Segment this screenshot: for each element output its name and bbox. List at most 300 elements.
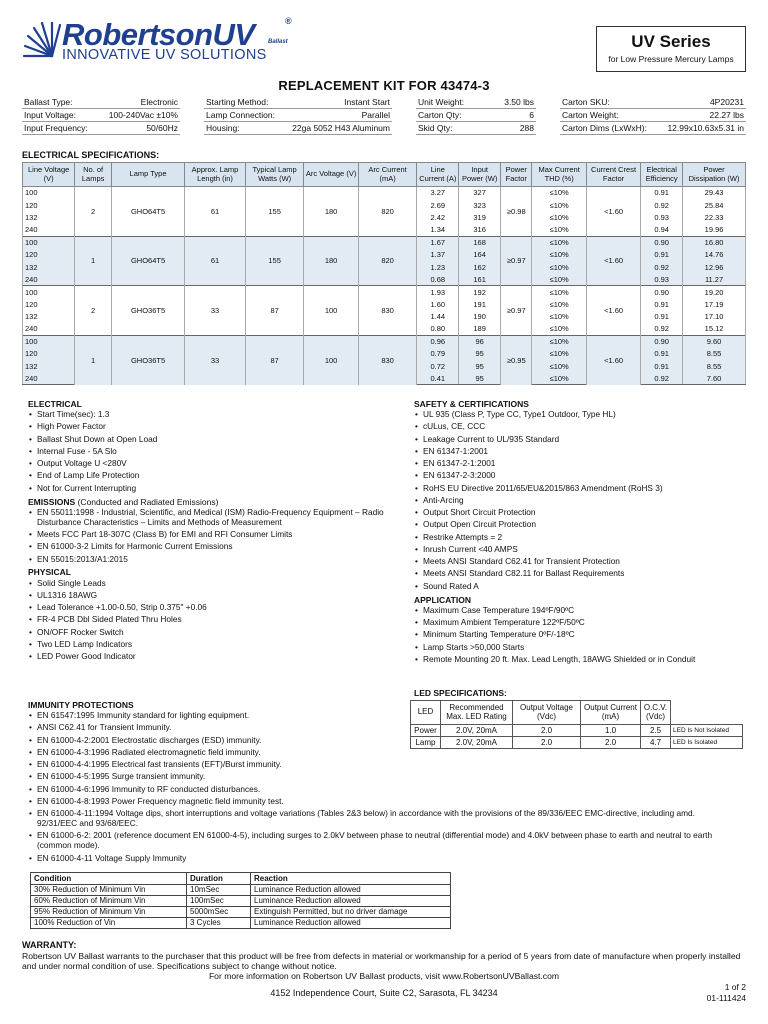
info-label: Starting Method: (206, 96, 269, 107)
warranty-heading: WARRANTY: (22, 940, 77, 950)
dissipation-cell: 12.96 (683, 261, 746, 273)
efficiency-cell: 0.91 (641, 187, 683, 199)
lamp-watts-cell: 87 (245, 335, 304, 385)
table-cell: 2.0 (581, 737, 641, 749)
info-value: 3.50 lbs (504, 96, 534, 107)
dissipation-cell: 17.10 (683, 310, 746, 322)
list-item: • EN 61000-3-2 Limits for Harmonic Current Emissions (28, 542, 398, 552)
electrical-spec-heading: ELECTRICAL SPECIFICATIONS: (22, 150, 160, 160)
series-box (596, 26, 746, 72)
info-label: Carton SKU: (562, 96, 610, 107)
table-row (411, 725, 743, 737)
list-item: • Ballast Shut Down at Open Load (28, 435, 398, 445)
column-header: Condition (31, 873, 187, 885)
input-power-cell: 316 (459, 224, 501, 236)
table-cell: 10mSec (187, 885, 251, 896)
info-row (22, 96, 180, 109)
list-item: • UL1316 18AWG (28, 591, 398, 601)
crest-factor-cell: <1.60 (586, 236, 640, 286)
thd-cell: ≤10% (532, 261, 586, 273)
efficiency-cell: 0.91 (641, 348, 683, 360)
dissipation-cell: 8.55 (683, 360, 746, 372)
brand-name: RobertsonUV (62, 17, 255, 52)
column-header: Line Current (A) (417, 163, 459, 187)
dissipation-cell: 17.19 (683, 298, 746, 310)
voltage-immunity-table (30, 872, 451, 929)
dissipation-cell: 7.60 (683, 372, 746, 384)
warranty-text: Robertson UV Ballast warrants to the purchaser that this product will be free from defects in material or workmanship for a period of 5 years from date of manufacture when properly installed and under normal condition of use. Specifications subject to change without notice. (22, 950, 741, 971)
column-header: Electrical Efficiency (641, 163, 683, 187)
table-cell: 2.5 (641, 725, 671, 737)
efficiency-cell: 0.90 (641, 286, 683, 298)
power-factor-cell: ≥0.95 (501, 335, 532, 385)
table-cell: 95% Reduction of Minimum Vin (31, 907, 187, 918)
info-value: 22ga 5052 H43 Aluminum (292, 122, 390, 133)
lamp-watts-cell: 155 (245, 187, 304, 237)
list-item: • EN 61000-4-5:1995 Surge transient immunity. (28, 772, 718, 782)
info-label: Input Voltage: (24, 109, 76, 120)
list-item: • EN 61000-6-2: 2001 (reference document EN 61000-4-5), including surges to 2.0kV between phase to neutral (differential mode) and 4.0kV between phase to earth and neutral to earth (common mode). (28, 831, 718, 851)
table-cell: 5000mSec (187, 907, 251, 918)
column-header: Current Crest Factor (586, 163, 640, 187)
uv-burst-icon (22, 22, 62, 60)
lamp-length-cell: 33 (185, 335, 246, 385)
line-voltage-cell: 120 (23, 348, 75, 360)
list-item: • EN 61000-4-11 Voltage Supply Immunity (28, 854, 718, 864)
lamp-type-cell: GHO36T5 (111, 335, 184, 385)
section-heading-text: SAFETY & CERTIFICATIONS (414, 399, 529, 409)
list-item: • EN 61000-4-4:1995 Electrical fast transients (EFT)/Burst immunity. (28, 760, 718, 770)
dissipation-cell: 9.60 (683, 335, 746, 347)
list-item: • Output Short Circuit Protection (414, 508, 746, 518)
bullet-list (28, 508, 398, 565)
lamp-length-cell: 33 (185, 286, 246, 336)
efficiency-cell: 0.92 (641, 261, 683, 273)
list-item: • Remote Mounting 20 ft. Max. Lead Length, 18AWG Shielded or in Conduit (414, 655, 746, 665)
dissipation-cell: 14.76 (683, 248, 746, 260)
line-current-cell: 1.60 (417, 298, 459, 310)
dissipation-cell: 29.43 (683, 187, 746, 199)
table-cell: Luminance Reduction allowed (251, 918, 451, 929)
list-item: • EN 61000-4-8:1993 Power Frequency magnetic field immunity test. (28, 797, 718, 807)
list-item: • EN 61000-4-11:1994 Voltage dips, short interruptions and voltage variations (Tables 2&3 below) in accordance with the provisions of the 89/336/EEC EMC-directive, including amd. 92/31/EEC and 93/68/EEC. (28, 809, 718, 829)
info-value: 22.27 lbs (709, 109, 744, 120)
arc-current-cell: 820 (358, 236, 417, 286)
list-item: • End of Lamp Life Protection (28, 471, 398, 481)
section-heading (28, 399, 398, 409)
thd-cell: ≤10% (532, 199, 586, 211)
table-row (31, 896, 451, 907)
table-cell: Lamp (411, 737, 441, 749)
table-cell: 60% Reduction of Minimum Vin (31, 896, 187, 907)
lamp-type-cell: GHO36T5 (111, 286, 184, 336)
list-item: • Internal Fuse - 5A Slo (28, 447, 398, 457)
registered-mark: ® (285, 16, 292, 26)
efficiency-cell: 0.90 (641, 335, 683, 347)
thd-cell: ≤10% (532, 211, 586, 223)
info-row (416, 109, 536, 122)
crest-factor-cell: <1.60 (586, 187, 640, 237)
line-current-cell: 2.42 (417, 211, 459, 223)
thd-cell: ≤10% (532, 248, 586, 260)
led-spec-heading: LED SPECIFICATIONS: (414, 688, 507, 698)
info-value: Electronic (140, 96, 178, 107)
efficiency-cell: 0.92 (641, 323, 683, 335)
section-heading-text: PHYSICAL (28, 567, 71, 578)
lamp-count-cell: 1 (75, 335, 112, 385)
thd-cell: ≤10% (532, 323, 586, 335)
info-label: Skid Qty: (418, 122, 453, 133)
line-voltage-cell: 240 (23, 323, 75, 335)
table-row (411, 737, 743, 749)
column-header: Arc Voltage (V) (304, 163, 358, 187)
line-voltage-cell: 100 (23, 286, 75, 298)
column-header: Approx. Lamp Length (in) (185, 163, 246, 187)
thd-cell: ≤10% (532, 286, 586, 298)
line-voltage-cell: 120 (23, 298, 75, 310)
column-header: Input Power (W) (459, 163, 501, 187)
input-power-cell: 191 (459, 298, 501, 310)
line-voltage-cell: 132 (23, 261, 75, 273)
list-item: • EN 61347-1:2001 (414, 447, 746, 457)
list-item: • Sound Rated A (414, 582, 746, 592)
line-voltage-cell: 100 (23, 187, 75, 199)
lamp-type-cell: GHO64T5 (111, 236, 184, 286)
line-current-cell: 3.27 (417, 187, 459, 199)
line-voltage-cell: 132 (23, 310, 75, 322)
info-value: 6 (529, 109, 534, 120)
efficiency-cell: 0.91 (641, 248, 683, 260)
crest-factor-cell: <1.60 (586, 286, 640, 336)
list-item: • Inrush Current <40 AMPS (414, 545, 746, 555)
table-cell: 30% Reduction of Minimum Vin (31, 885, 187, 896)
column-header: Recommended Max. LED Rating (441, 701, 513, 725)
efficiency-cell: 0.92 (641, 372, 683, 384)
dissipation-cell: 22.33 (683, 211, 746, 223)
line-current-cell: 1.23 (417, 261, 459, 273)
info-row (560, 96, 746, 109)
input-power-cell: 95 (459, 372, 501, 384)
table-row (23, 236, 746, 248)
arc-current-cell: 820 (358, 187, 417, 237)
line-current-cell: 1.44 (417, 310, 459, 322)
list-item: • UL 935 (Class P, Type CC, Type1 Outdoor, Type HL) (414, 410, 746, 420)
list-item: • Anti-Arcing (414, 496, 746, 506)
info-value: 4P20231 (709, 96, 744, 107)
info-row (416, 96, 536, 109)
document-number: 01-111424 (706, 992, 746, 1003)
info-value: Parallel (361, 109, 390, 120)
dissipation-cell: 16.80 (683, 236, 746, 248)
table-cell: Power (411, 725, 441, 737)
list-item: • RoHS EU Directive 2011/65/EU&2015/863 Amendment (RoHS 3) (414, 484, 746, 494)
info-column-4 (560, 96, 746, 135)
efficiency-cell: 0.91 (641, 298, 683, 310)
list-item: • Meets ANSI Standard C82.11 for Ballast Requirements (414, 569, 746, 579)
more-info-text: For more information on Robertson UV Ballast products, visit www.RobertsonUVBallast.com (208, 970, 560, 981)
list-item: • Maximum Case Temperature 194ºF/90ºC (414, 606, 746, 616)
table-row (31, 907, 451, 918)
line-current-cell: 0.72 (417, 360, 459, 372)
series-title: UV Series (631, 32, 711, 51)
column-header: Line Voltage (V) (23, 163, 75, 187)
lamp-count-cell: 1 (75, 236, 112, 286)
info-label: Input Frequency: (24, 122, 88, 133)
line-voltage-cell: 120 (23, 248, 75, 260)
list-item: • Two LED Lamp Indicators (28, 640, 398, 650)
arc-voltage-cell: 180 (304, 187, 358, 237)
bullet-list (414, 606, 746, 665)
efficiency-cell: 0.91 (641, 310, 683, 322)
line-current-cell: 1.34 (417, 224, 459, 236)
page-count: 1 of 2 (724, 982, 746, 992)
table-header-row (23, 163, 746, 187)
input-power-cell: 95 (459, 360, 501, 372)
line-current-cell: 1.93 (417, 286, 459, 298)
section-heading-text: ELECTRICAL (28, 399, 82, 409)
list-item: • ANSI C62.41 for Transient Immunity. (28, 723, 718, 733)
line-voltage-cell: 120 (23, 199, 75, 211)
column-header: Power Factor (501, 163, 532, 187)
right-feature-column (414, 396, 746, 667)
info-label: Unit Weight: (418, 96, 465, 107)
list-item: • Leakage Current to UL/935 Standard (414, 435, 746, 445)
column-header: Lamp Type (111, 163, 184, 187)
thd-cell: ≤10% (532, 273, 586, 285)
list-item: • EN 61347-2-1:2001 (414, 459, 746, 469)
list-item: • Lamp Starts >50,000 Starts (414, 643, 746, 653)
table-cell: 2.0 (513, 725, 581, 737)
info-label: Lamp Connection: (206, 109, 275, 120)
info-row (204, 109, 392, 122)
input-power-cell: 192 (459, 286, 501, 298)
thd-cell: ≤10% (532, 335, 586, 347)
brand-tagline: INNOVATIVE UV SOLUTIONS (62, 47, 267, 63)
dissipation-cell: 19.20 (683, 286, 746, 298)
line-current-cell: 0.79 (417, 348, 459, 360)
thd-cell: ≤10% (532, 360, 586, 372)
isolation-note-cell: LED Is Not Isolated (671, 725, 743, 737)
lamp-count-cell: 2 (75, 187, 112, 237)
power-factor-cell: ≥0.97 (501, 236, 532, 286)
arc-voltage-cell: 180 (304, 236, 358, 286)
efficiency-cell: 0.93 (641, 211, 683, 223)
section-heading (414, 399, 746, 409)
info-value: 50/60Hz (146, 122, 178, 133)
lamp-watts-cell: 155 (245, 236, 304, 286)
led-spec-table (410, 700, 743, 749)
thd-cell: ≤10% (532, 372, 586, 384)
input-power-cell: 319 (459, 211, 501, 223)
lamp-length-cell: 61 (185, 187, 246, 237)
left-feature-column (28, 396, 398, 664)
input-power-cell: 96 (459, 335, 501, 347)
power-factor-cell: ≥0.98 (501, 187, 532, 237)
list-item: • Meets ANSI Standard C62.41 for Transient Protection (414, 557, 746, 567)
efficiency-cell: 0.94 (641, 224, 683, 236)
column-header: No. of Lamps (75, 163, 112, 187)
line-current-cell: 0.80 (417, 323, 459, 335)
company-address: 4152 Independence Court, Suite C2, Sarasota, FL 34234 (270, 988, 498, 998)
column-header: Duration (187, 873, 251, 885)
info-value: 12.99x10.63x5.31 in (667, 122, 744, 133)
info-row (560, 109, 746, 122)
info-row (560, 122, 746, 135)
column-header: Reaction (251, 873, 451, 885)
info-row (204, 122, 392, 135)
crest-factor-cell: <1.60 (586, 335, 640, 385)
list-item: • Output Open Circuit Protection (414, 520, 746, 530)
input-power-cell: 162 (459, 261, 501, 273)
section-heading-text: APPLICATION (414, 594, 471, 605)
dissipation-cell: 11.27 (683, 273, 746, 285)
info-value: 100-240Vac ±10% (108, 109, 178, 120)
table-cell: Luminance Reduction allowed (251, 885, 451, 896)
line-current-cell: 2.69 (417, 199, 459, 211)
info-label: Carton Weight: (562, 109, 619, 120)
info-label: Ballast Type: (24, 96, 73, 107)
list-item: • ON/OFF Rocker Switch (28, 628, 398, 638)
info-column-2 (204, 96, 392, 135)
list-item: • High Power Factor (28, 422, 398, 432)
table-cell: 2.0V, 20mA (441, 725, 513, 737)
column-header: O.C.V. (Vdc) (641, 701, 671, 725)
dissipation-cell: 15.12 (683, 323, 746, 335)
dissipation-cell: 19.96 (683, 224, 746, 236)
dissipation-cell: 8.55 (683, 348, 746, 360)
efficiency-cell: 0.93 (641, 273, 683, 285)
immunity-heading: IMMUNITY PROTECTIONS (28, 700, 134, 710)
thd-cell: ≤10% (532, 348, 586, 360)
efficiency-cell: 0.91 (641, 360, 683, 372)
column-header: Max Current THD (%) (532, 163, 586, 187)
list-item: • Meets FCC Part 18-307C (Class B) for EMI and RFI Consumer Limits (28, 530, 398, 540)
list-item: • Solid Single Leads (28, 579, 398, 589)
info-row (22, 109, 180, 122)
lamp-watts-cell: 87 (245, 286, 304, 336)
list-item: • Lead Tolerance +1.00-0.50, Strip 0.375" +0.06 (28, 603, 398, 613)
info-column-1 (22, 96, 180, 135)
lamp-length-cell: 61 (185, 236, 246, 286)
list-item: • FR-4 PCB Dbl Sided Plated Thru Holes (28, 615, 398, 625)
info-row (204, 96, 392, 109)
list-item: • Output Voltage U <280V (28, 459, 398, 469)
column-header: Typical Lamp Watts (W) (245, 163, 304, 187)
line-current-cell: 1.37 (417, 248, 459, 260)
info-label: Housing: (206, 122, 240, 133)
input-power-cell: 327 (459, 187, 501, 199)
bullet-list (28, 410, 398, 493)
lamp-count-cell: 2 (75, 286, 112, 336)
list-item: • EN 55015:2013/A1:2015 (28, 555, 398, 565)
arc-current-cell: 830 (358, 286, 417, 336)
table-row (23, 335, 746, 347)
input-power-cell: 164 (459, 248, 501, 260)
table-cell: 2.0V, 20mA (441, 737, 513, 749)
bullet-list (414, 410, 746, 591)
thd-cell: ≤10% (532, 236, 586, 248)
section-heading (414, 595, 746, 605)
info-value: 288 (519, 122, 534, 133)
section-heading (28, 497, 398, 507)
line-voltage-cell: 100 (23, 236, 75, 248)
page-title: REPLACEMENT KIT FOR 43474-3 (278, 78, 490, 93)
brand-logo (22, 16, 302, 66)
isolation-note-cell: LED Is Isolated (671, 737, 743, 749)
table-row (23, 187, 746, 199)
list-item: • LED Power Good Indicator (28, 652, 398, 662)
table-cell: 2.0 (513, 737, 581, 749)
line-voltage-cell: 240 (23, 372, 75, 384)
section-heading-text: EMISSIONS (28, 496, 76, 507)
input-power-cell: 95 (459, 348, 501, 360)
arc-current-cell: 830 (358, 335, 417, 385)
series-subtitle: for Low Pressure Mercury Lamps (608, 54, 734, 65)
thd-cell: ≤10% (532, 298, 586, 310)
arc-voltage-cell: 100 (304, 335, 358, 385)
info-label: Carton Dims (LxWxH): (562, 122, 648, 133)
power-factor-cell: ≥0.97 (501, 286, 532, 336)
line-current-cell: 1.67 (417, 236, 459, 248)
table-cell: Luminance Reduction allowed (251, 896, 451, 907)
list-item: • EN 55011:1998 - Industrial, Scientific, and Medical (ISM) Radio-Frequency Equipment – Radio Disturbance Characteristics – Limits and Methods of Measurement (28, 508, 398, 528)
input-power-cell: 168 (459, 236, 501, 248)
line-voltage-cell: 240 (23, 224, 75, 236)
dissipation-cell: 25.84 (683, 199, 746, 211)
list-item: • Maximum Ambient Temperature 122ºF/50ºC (414, 618, 746, 628)
info-column-3 (416, 96, 536, 135)
column-header: LED (411, 701, 441, 725)
info-label: Carton Qty: (418, 109, 462, 120)
line-current-cell: 0.96 (417, 335, 459, 347)
thd-cell: ≤10% (532, 224, 586, 236)
table-row (23, 286, 746, 298)
lamp-type-cell: GHO64T5 (111, 187, 184, 237)
list-item: • Not for Current Interrupting (28, 484, 398, 494)
line-voltage-cell: 100 (23, 335, 75, 347)
info-row (22, 122, 180, 135)
list-item: • EN 61347-2-3:2000 (414, 471, 746, 481)
info-value: Instant Start (344, 96, 390, 107)
table-cell: 1.0 (581, 725, 641, 737)
table-cell: 100% Reduction of Vin (31, 918, 187, 929)
warranty-section (22, 940, 746, 981)
page-number (707, 982, 746, 1003)
bullet-list (28, 579, 398, 662)
table-cell: 100mSec (187, 896, 251, 907)
table-row (31, 885, 451, 896)
list-item: • EN 61547:1995 Immunity standard for lighting equipment. (28, 711, 718, 721)
list-item: • EN 61000-4-3:1996 Radiated electromagnetic field immunity. (28, 748, 718, 758)
input-power-cell: 189 (459, 323, 501, 335)
list-item: • cULus, CE, CCC (414, 422, 746, 432)
list-item: • EN 61000-4-6:1996 Immunity to RF conducted disturbances. (28, 785, 718, 795)
section-subheading: (Conducted and Radiated Emissions) (75, 496, 219, 507)
section-heading (28, 567, 398, 577)
efficiency-cell: 0.90 (641, 236, 683, 248)
column-header: Arc Current (mA) (358, 163, 417, 187)
list-item: • EN 61000-4-2:2001 Electrostatic discharges (ESD) immunity. (28, 736, 718, 746)
table-row (31, 918, 451, 929)
table-cell: Extinguish Permitted, but no driver damage (251, 907, 451, 918)
electrical-spec-table (22, 162, 746, 385)
thd-cell: ≤10% (532, 187, 586, 199)
line-current-cell: 0.41 (417, 372, 459, 384)
line-voltage-cell: 240 (23, 273, 75, 285)
table-cell: 3 Cycles (187, 918, 251, 929)
brand-ballast: Ballast (268, 39, 288, 45)
line-voltage-cell: 132 (23, 360, 75, 372)
